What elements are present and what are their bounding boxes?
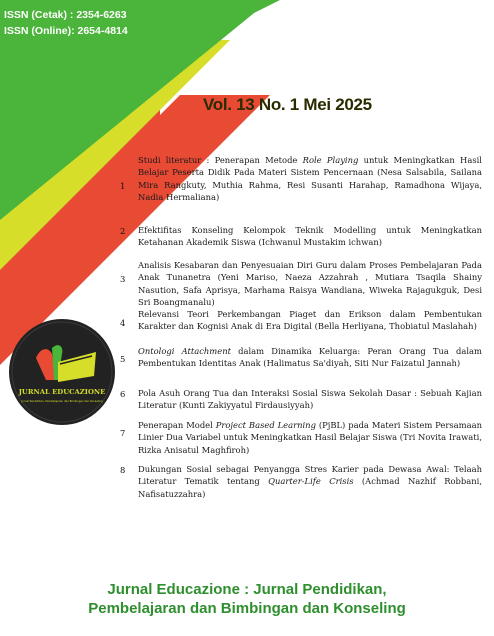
toc-text-segment: Studi literatur : Penerapan Metode (138, 155, 303, 165)
toc-number: 1 (120, 181, 126, 191)
toc-text (138, 463, 482, 500)
toc-text-italic: Project Based Learning (215, 420, 316, 430)
volume-issue: Vol. 13 No. 1 Mei 2025 (203, 95, 372, 114)
toc-text-segment: (Achmad Nazhif Robbani, Nafisatuzzahra) (138, 476, 482, 499)
logo-subtext: Jurnal Pendidikan, Pembelajaran dan Bimbingan dan Konseling (21, 400, 103, 403)
journal-title-line2: Pembelajaran dan Bimbingan dan Konseling (88, 600, 406, 617)
toc-number: 6 (120, 389, 126, 399)
toc-text (138, 259, 482, 309)
toc-text (138, 345, 482, 370)
toc-number: 7 (120, 428, 126, 438)
toc-text-italic: Ontologi Attachment (138, 346, 231, 356)
toc-text-segment: Efektifitas Konseling Kelompok Teknik Modelling untuk Meningkatkan Ketahanan Akademik Siswa (Ichwanul Mustakim ichwan) (138, 225, 482, 248)
toc-number: 5 (120, 354, 126, 364)
toc-text-segment: Pola Asuh Orang Tua dan Interaksi Sosial Siswa Sekolah Dasar : Sebuah Kajian Literatur (Kunti Zakiyyatul Firdausiyyah) (138, 388, 482, 411)
toc-text (138, 387, 482, 412)
toc-text-segment: dalam Dinamika Keluarga: Peran Orang Tua dalam Pembentukan Identitas Anak (Halimatus Sa'diyah, Siti Nur Faizatul Jannah) (138, 346, 482, 369)
toc-number: 2 (120, 226, 126, 236)
toc-text (138, 308, 482, 333)
toc-text (138, 154, 482, 204)
journal-logo (8, 318, 116, 426)
toc-text-segment: Penerapan Model (138, 420, 216, 430)
journal-title (0, 580, 494, 618)
toc-text-segment: Dukungan Sosial sebagai Penyangga Stres Karier pada Dewasa Awal: Telaah Literatur Tematik tentang (138, 464, 482, 487)
toc-text-segment: (PjBL) pada Materi Sistem Persamaan Linier Dua Variabel untuk Meningkatkan Hasil Belajar Siswa (Tri Novita Irawati, Rizka Anisatul Maghfiroh) (138, 420, 483, 455)
journal-title-line1: Jurnal Educazione : Jurnal Pendidikan, (107, 581, 387, 598)
toc-text-segment: Relevansi Teori Perkembangan Piaget dan Erikson dalam Pembentukan Karakter dan Kognisi Anak di Era Digital (Bella Herliyana, Thobiatul Maslahah) (138, 309, 482, 332)
toc-text (138, 419, 482, 456)
toc-text-italic: Role Playing (302, 155, 359, 165)
logo-text: JURNAL EDUCAZIONE (18, 388, 106, 396)
toc-text-italic: Quarter-Life Crisis (268, 476, 354, 487)
toc-text-segment: untuk Meningkatkan Hasil Belajar Peserta Didik Pada Materi Sistem Pencernaan (Nesa Salsabila, Sailana Mira Rangkuty, Muthia Rahma, Resi Susanti Harahap, Ramadhona Wijaya, Nadia Hermaliana) (138, 155, 482, 203)
toc-number: 3 (120, 274, 126, 284)
toc-number: 8 (120, 465, 126, 475)
toc-text (138, 224, 482, 249)
toc-number: 4 (120, 318, 126, 328)
toc-text-segment: Analisis Kesabaran dan Penyesuaian Diri Guru dalam Proses Pembelajaran Pada Anak Tunanetra (Yeni Mariso, Naeza Azzahrah , Mutiara Tsaqila Shainy Nasution, Safa Aprisya, Marhama Raisya Wandiana, Wiweka Rajagukguk, Desi Sri Boangmanalu) (138, 260, 482, 308)
issn-print: ISSN (Cetak) : 2354-6263 (4, 9, 127, 21)
issn-online: ISSN (Online): 2654-4814 (4, 25, 128, 37)
